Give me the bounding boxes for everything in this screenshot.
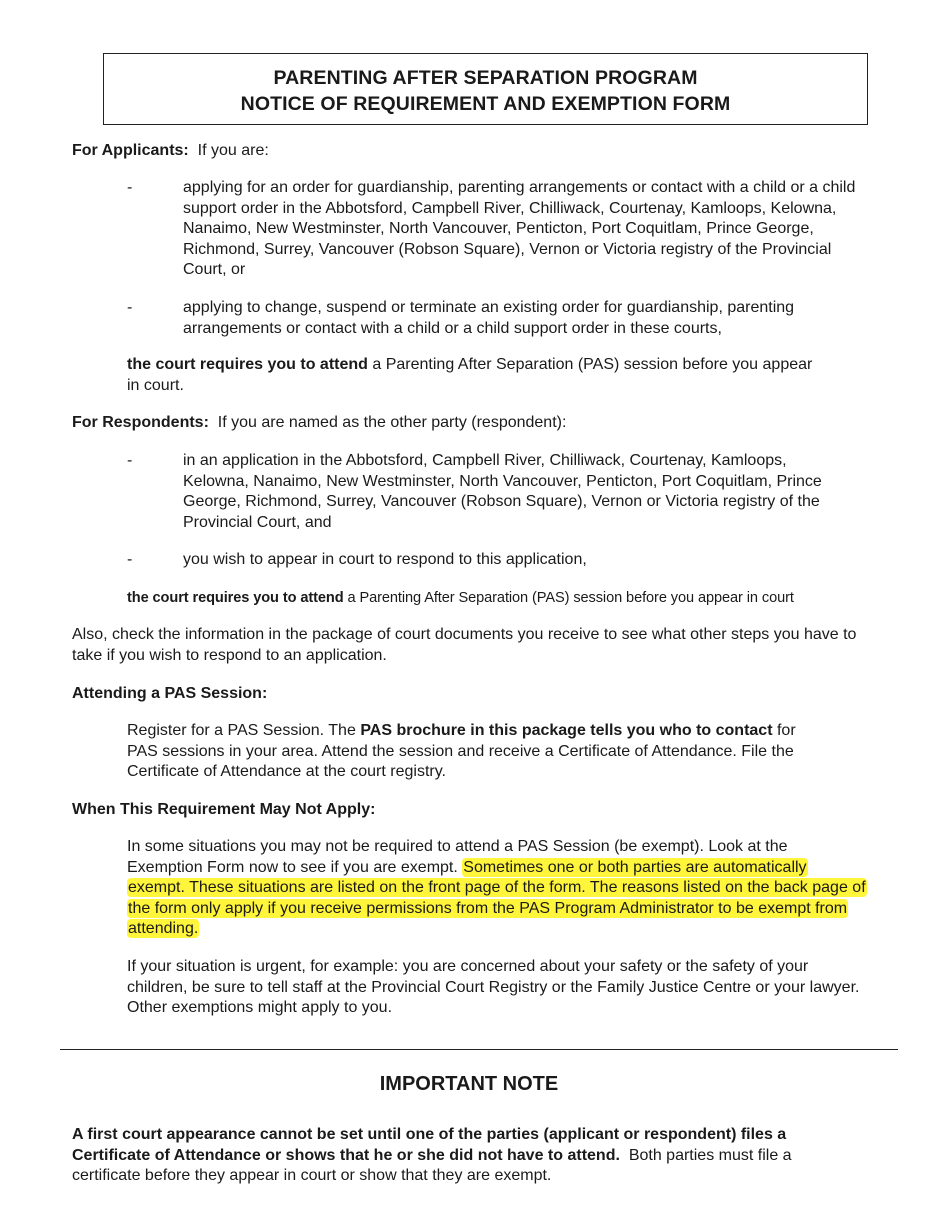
- attending-paragraph: [127, 721, 827, 783]
- respondents-item-1: in an application in the Abbotsford, Campbell River, Chilliwack, Courtenay, Kamloops, Kelowna, Nanaimo, New Westminster, North Vancouver, Penticton, Port Coquitlam, Prince George, Richmond, Surrey, Vancouver (Robson Square), Vernon or Victoria registry of the Provincial Court, and: [183, 452, 822, 531]
- attending-heading: Attending a PAS Session:: [72, 685, 268, 702]
- respondents-requirement: [127, 588, 887, 609]
- important-note-heading: IMPORTANT NOTE: [379, 1073, 559, 1095]
- important-note-paragraph: [72, 1125, 862, 1187]
- note-bold-text: A first court appearance cannot be set until one of the parties (applicant or respondent) files a Certificate of Attendance or shows that he or she did not have to attend.: [72, 1126, 787, 1164]
- respondents-bullet-1: -: [127, 452, 133, 469]
- applicants-requirement: [127, 355, 827, 396]
- applicants-req-bold: the court requires you to attend: [127, 356, 368, 373]
- attending-text-pre: Register for a PAS Session. The: [127, 722, 356, 739]
- respondents-item-2: you wish to appear in court to respond to this application,: [183, 551, 587, 568]
- respondents-intro-text: If you are named as the other party (respondent):: [217, 414, 567, 431]
- exempt-p1-highlight: Sometimes one or both parties are automatically exempt. These situations are listed on the front page of the form. The reasons listed on the back page of the form only apply if you receive permissions from the PAS Program Administrator to be exempt from attending.: [128, 858, 866, 937]
- divider-rule: [60, 1049, 898, 1050]
- applicants-intro-text: If you are:: [197, 142, 269, 159]
- exempt-paragraph-2: If your situation is urgent, for example: you are concerned about your safety or the safety of your children, be sure to tell staff at the Provincial Court Registry or the Family Justice Centre or your lawyer. Other exemptions might apply to you.: [127, 958, 860, 1016]
- title-box: [103, 53, 868, 125]
- title-line-1: PARENTING AFTER SEPARATION PROGRAM: [273, 67, 698, 89]
- note-rest-text: Both parties must file a certificate before they appear in court or show that they are exempt.: [72, 1146, 792, 1184]
- exempt-paragraph-1: [127, 837, 867, 940]
- also-paragraph: Also, check the information in the package of court documents you receive to see what other steps you have to take if you wish to respond to an application.: [72, 626, 857, 664]
- title-line-2: NOTICE OF REQUIREMENT AND EXEMPTION FORM: [240, 93, 731, 115]
- respondents-req-rest: a Parenting After Separation (PAS) session before you appear in court: [347, 590, 794, 606]
- exempt-p1-plain: In some situations you may not be required to attend a PAS Session (be exempt). Look at the Exemption Form now to see if you are exempt.: [127, 838, 788, 876]
- applicants-item-2: applying to change, suspend or terminate an existing order for guardianship, parenting arrangements or contact with a child or a child support order in these courts,: [183, 299, 795, 337]
- applicants-item-1: applying for an order for guardianship, parenting arrangements or contact with a child or a child support order in the Abbotsford, Campbell River, Chilliwack, Courtenay, Kamloops, Kelowna, Nanaimo, New Westminster, North Vancouver, Penticton, Port Coquitlam, Prince George, Richmond, Surrey, Vancouver (Robson Square), Vernon or Victoria registry of the Provincial Court, or: [183, 179, 856, 278]
- applicants-label: For Applicants:: [72, 142, 189, 159]
- respondents-intro: [72, 413, 872, 434]
- respondents-req-bold: the court requires you to attend: [127, 590, 344, 606]
- respondents-bullet-2: -: [127, 551, 133, 568]
- exempt-heading: When This Requirement May Not Apply:: [72, 801, 376, 818]
- applicants-intro: [72, 141, 872, 162]
- applicants-bullet-1: -: [127, 179, 133, 196]
- attending-text-bold: PAS brochure in this package tells you who to contact: [360, 722, 773, 739]
- applicants-bullet-2: -: [127, 299, 133, 316]
- attending-text-post: for PAS sessions in your area. Attend the session and receive a Certificate of Attendance. File the Certificate of Attendance at the court registry.: [127, 722, 796, 780]
- respondents-label: For Respondents:: [72, 414, 209, 431]
- applicants-req-rest: a Parenting After Separation (PAS) session before you appear in court.: [127, 356, 813, 394]
